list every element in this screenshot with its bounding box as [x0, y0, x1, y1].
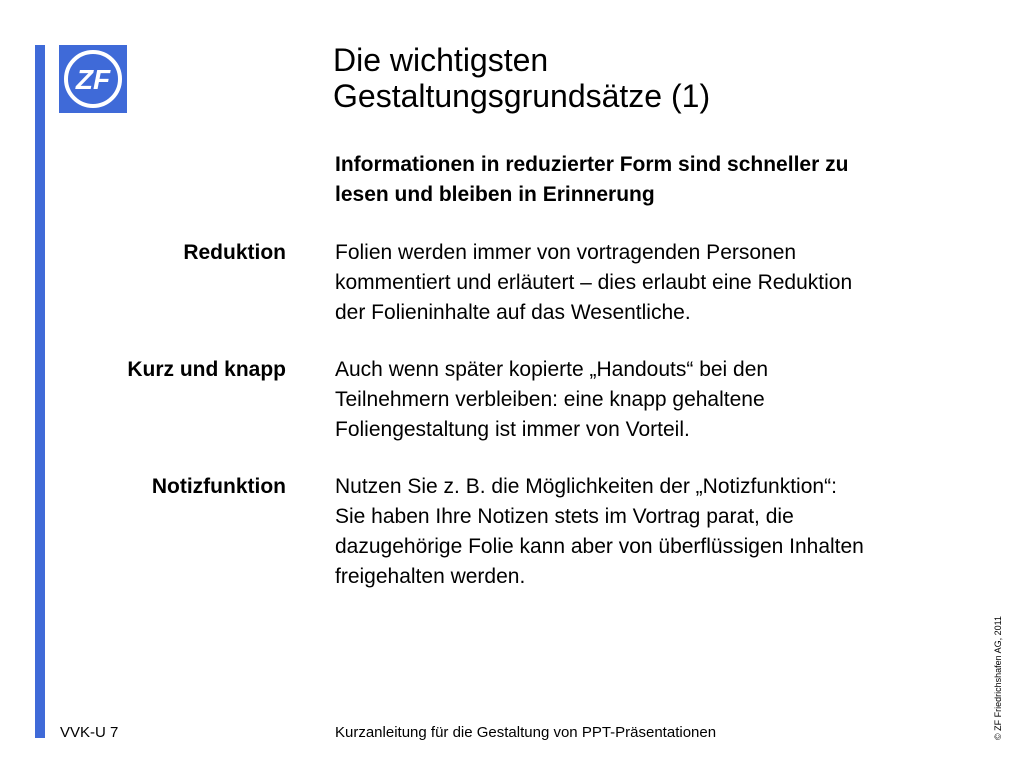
section-text-line: der Folieninhalte auf das Wesentliche.	[335, 301, 691, 324]
title-line-1: Die wichtigsten	[333, 42, 549, 78]
title-line-2: Gestaltungsgrundsätze (1)	[333, 78, 711, 114]
section-text-line: Teilnehmern verbleiben: eine knapp gehaltene	[335, 388, 765, 411]
page-title	[333, 42, 993, 114]
footer-subtitle: Kurzanleitung für die Gestaltung von PPT-Präsentationen	[335, 724, 717, 741]
lead-statement	[335, 150, 995, 210]
section-text	[335, 472, 995, 592]
section-label: Notizfunktion	[151, 475, 286, 498]
section-text-line: Auch wenn später kopierte „Handouts“ bei den	[335, 358, 769, 381]
lead-line-2: lesen und bleiben in Erinnerung	[335, 183, 655, 206]
lead-line-1: Informationen in reduzierter Form sind schneller zu	[335, 153, 849, 176]
section-text-line: Foliengestaltung ist immer von Vorteil.	[335, 418, 690, 441]
section-text-line: Folien werden immer von vortragenden Personen	[335, 241, 797, 264]
logo-text: ZF	[75, 64, 111, 95]
section-text-line: kommentiert und erläutert – dies erlaubt eine Reduktion	[335, 271, 853, 294]
section-text-line: Sie haben Ihre Notizen stets im Vortrag parat, die	[335, 505, 794, 528]
section-label: Reduktion	[183, 241, 286, 264]
section-text-line: freigehalten werden.	[335, 565, 526, 588]
section-text	[335, 238, 995, 328]
accent-bar	[35, 45, 45, 738]
section-text	[335, 355, 995, 445]
section-text-line: dazugehörige Folie kann aber von überflüssigen Inhalten	[335, 535, 864, 558]
section-label: Kurz und knapp	[127, 358, 286, 381]
slide-id: VVK-U 7	[60, 724, 119, 741]
zf-logo-icon	[59, 45, 127, 113]
copyright-notice: © ZF Friedrichshafen AG, 2011	[993, 615, 1003, 740]
section-text-line: Nutzen Sie z. B. die Möglichkeiten der „Notizfunktion“:	[335, 475, 837, 498]
